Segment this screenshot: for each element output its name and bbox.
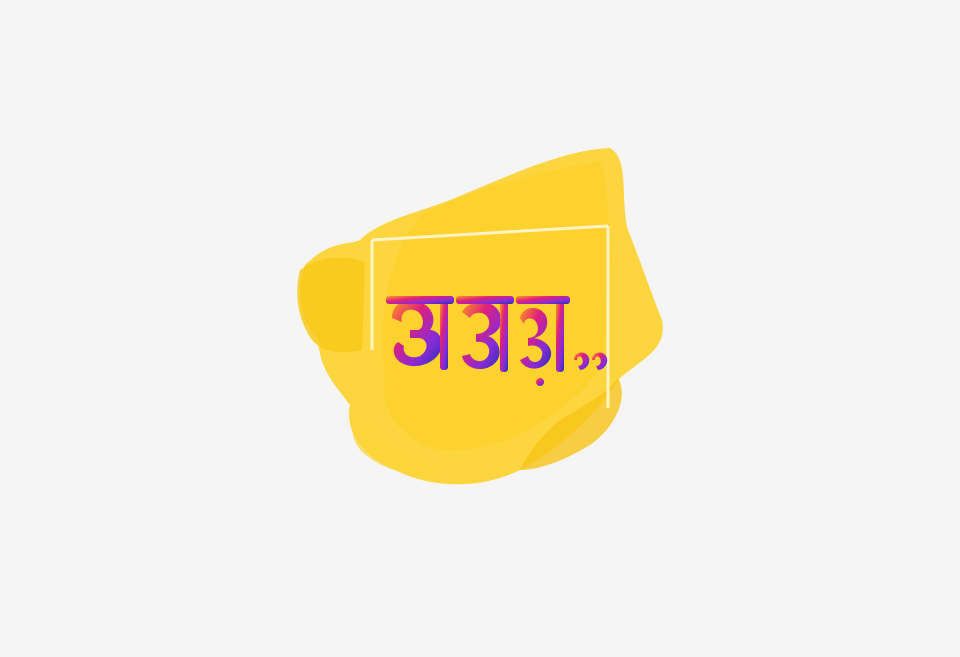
logo-wordmark-text xyxy=(385,282,625,392)
